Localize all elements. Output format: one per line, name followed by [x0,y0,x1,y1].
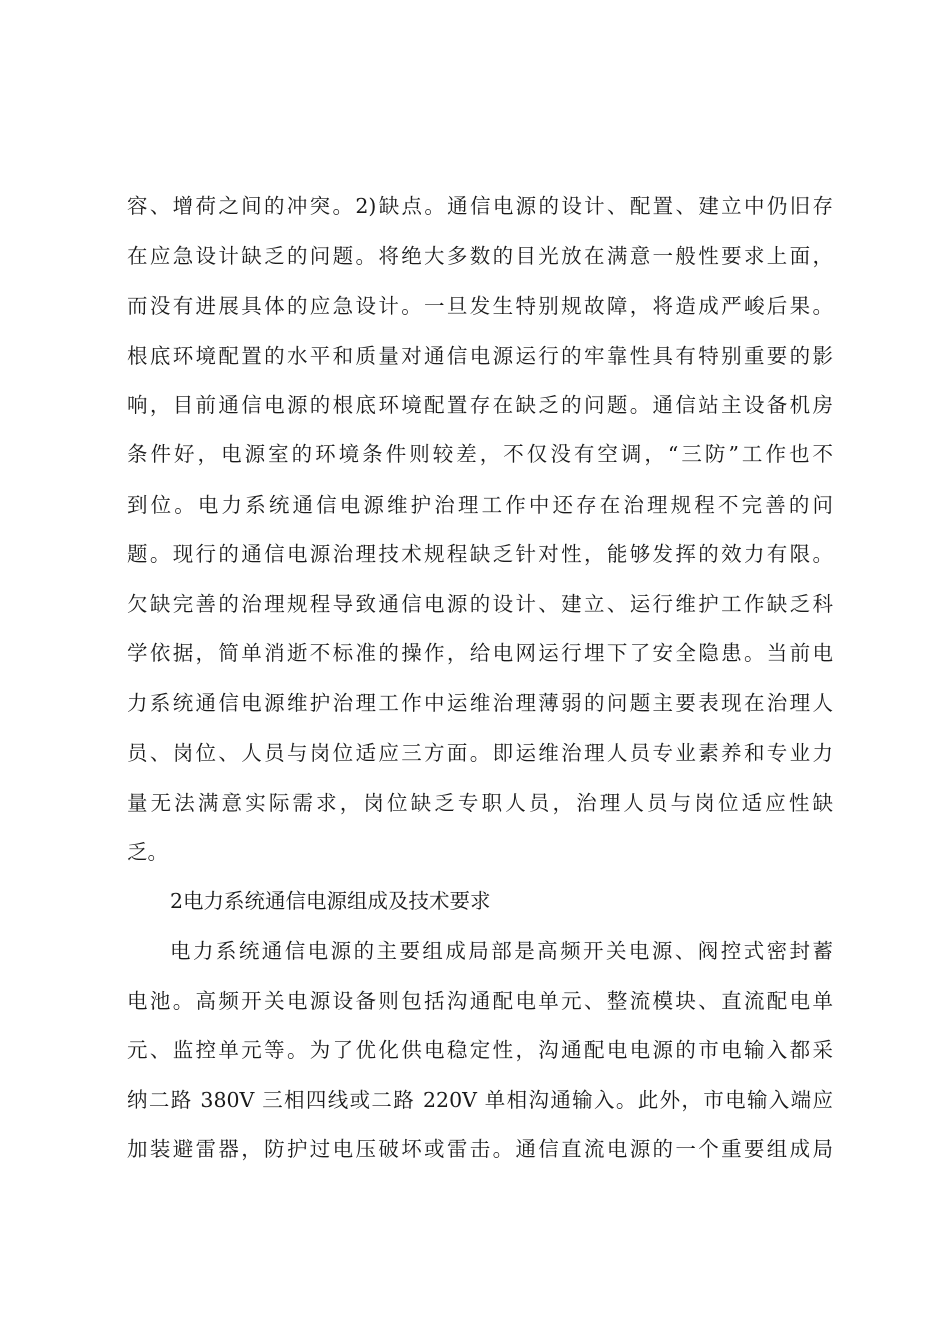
section-heading: 2电力系统通信电源组成及技术要求 [170,889,491,913]
text-line: 电池。高频开关电源设备则包括沟通配电单元、整流模块、直流配电单 [127,989,833,1013]
text-line: 条件好，电源室的环境条件则较差，不仅没有空调，“三防”工作也不 [127,442,833,466]
text-line: 员、岗位、人员与岗位适应三方面。即运维治理人员专业素养和专业力 [127,741,833,765]
text-line: 到位。电力系统通信电源维护治理工作中还存在治理规程不完善的问 [127,493,833,517]
text-line: 容、增荷之间的冲突。2)缺点。通信电源的设计、配置、建立中仍旧存 [127,194,833,218]
text-line: 而没有进展具体的应急设计。一旦发生特别规故障，将造成严峻后果。 [127,294,833,318]
text-line: 力系统通信电源维护治理工作中运维治理薄弱的问题主要表现在治理人 [127,691,833,715]
text-line: 响，目前通信电源的根底环境配置存在缺乏的问题。通信站主设备机房 [127,393,833,417]
text-line: 学依据，简单消逝不标准的操作，给电网运行埋下了安全隐患。当前电 [127,641,833,665]
text-line: 根底环境配置的水平和质量对通信电源运行的牢靠性具有特别重要的影 [127,344,833,368]
text-line: 在应急设计缺乏的问题。将绝大多数的目光放在满意一般性要求上面， [127,244,833,268]
text-line: 电力系统通信电源的主要组成局部是高频开关电源、阀控式密封蓄 [170,939,833,963]
text-line: 乏。 [127,840,168,864]
text-line: 加装避雷器，防护过电压破坏或雷击。通信直流电源的一个重要组成局 [127,1137,833,1161]
text-line: 欠缺完善的治理规程导致通信电源的设计、建立、运行维护工作缺乏科 [127,592,833,616]
text-line: 题。现行的通信电源治理技术规程缺乏针对性，能够发挥的效力有限。 [127,542,833,566]
text-line: 元、监控单元等。为了优化供电稳定性，沟通配电电源的市电输入都采 [127,1038,833,1062]
text-line: 纳二路 380V 三相四线或二路 220V 单相沟通输入。此外，市电输入端应 [127,1088,833,1112]
text-line: 量无法满意实际需求，岗位缺乏专职人员，治理人员与岗位适应性缺 [127,791,833,815]
